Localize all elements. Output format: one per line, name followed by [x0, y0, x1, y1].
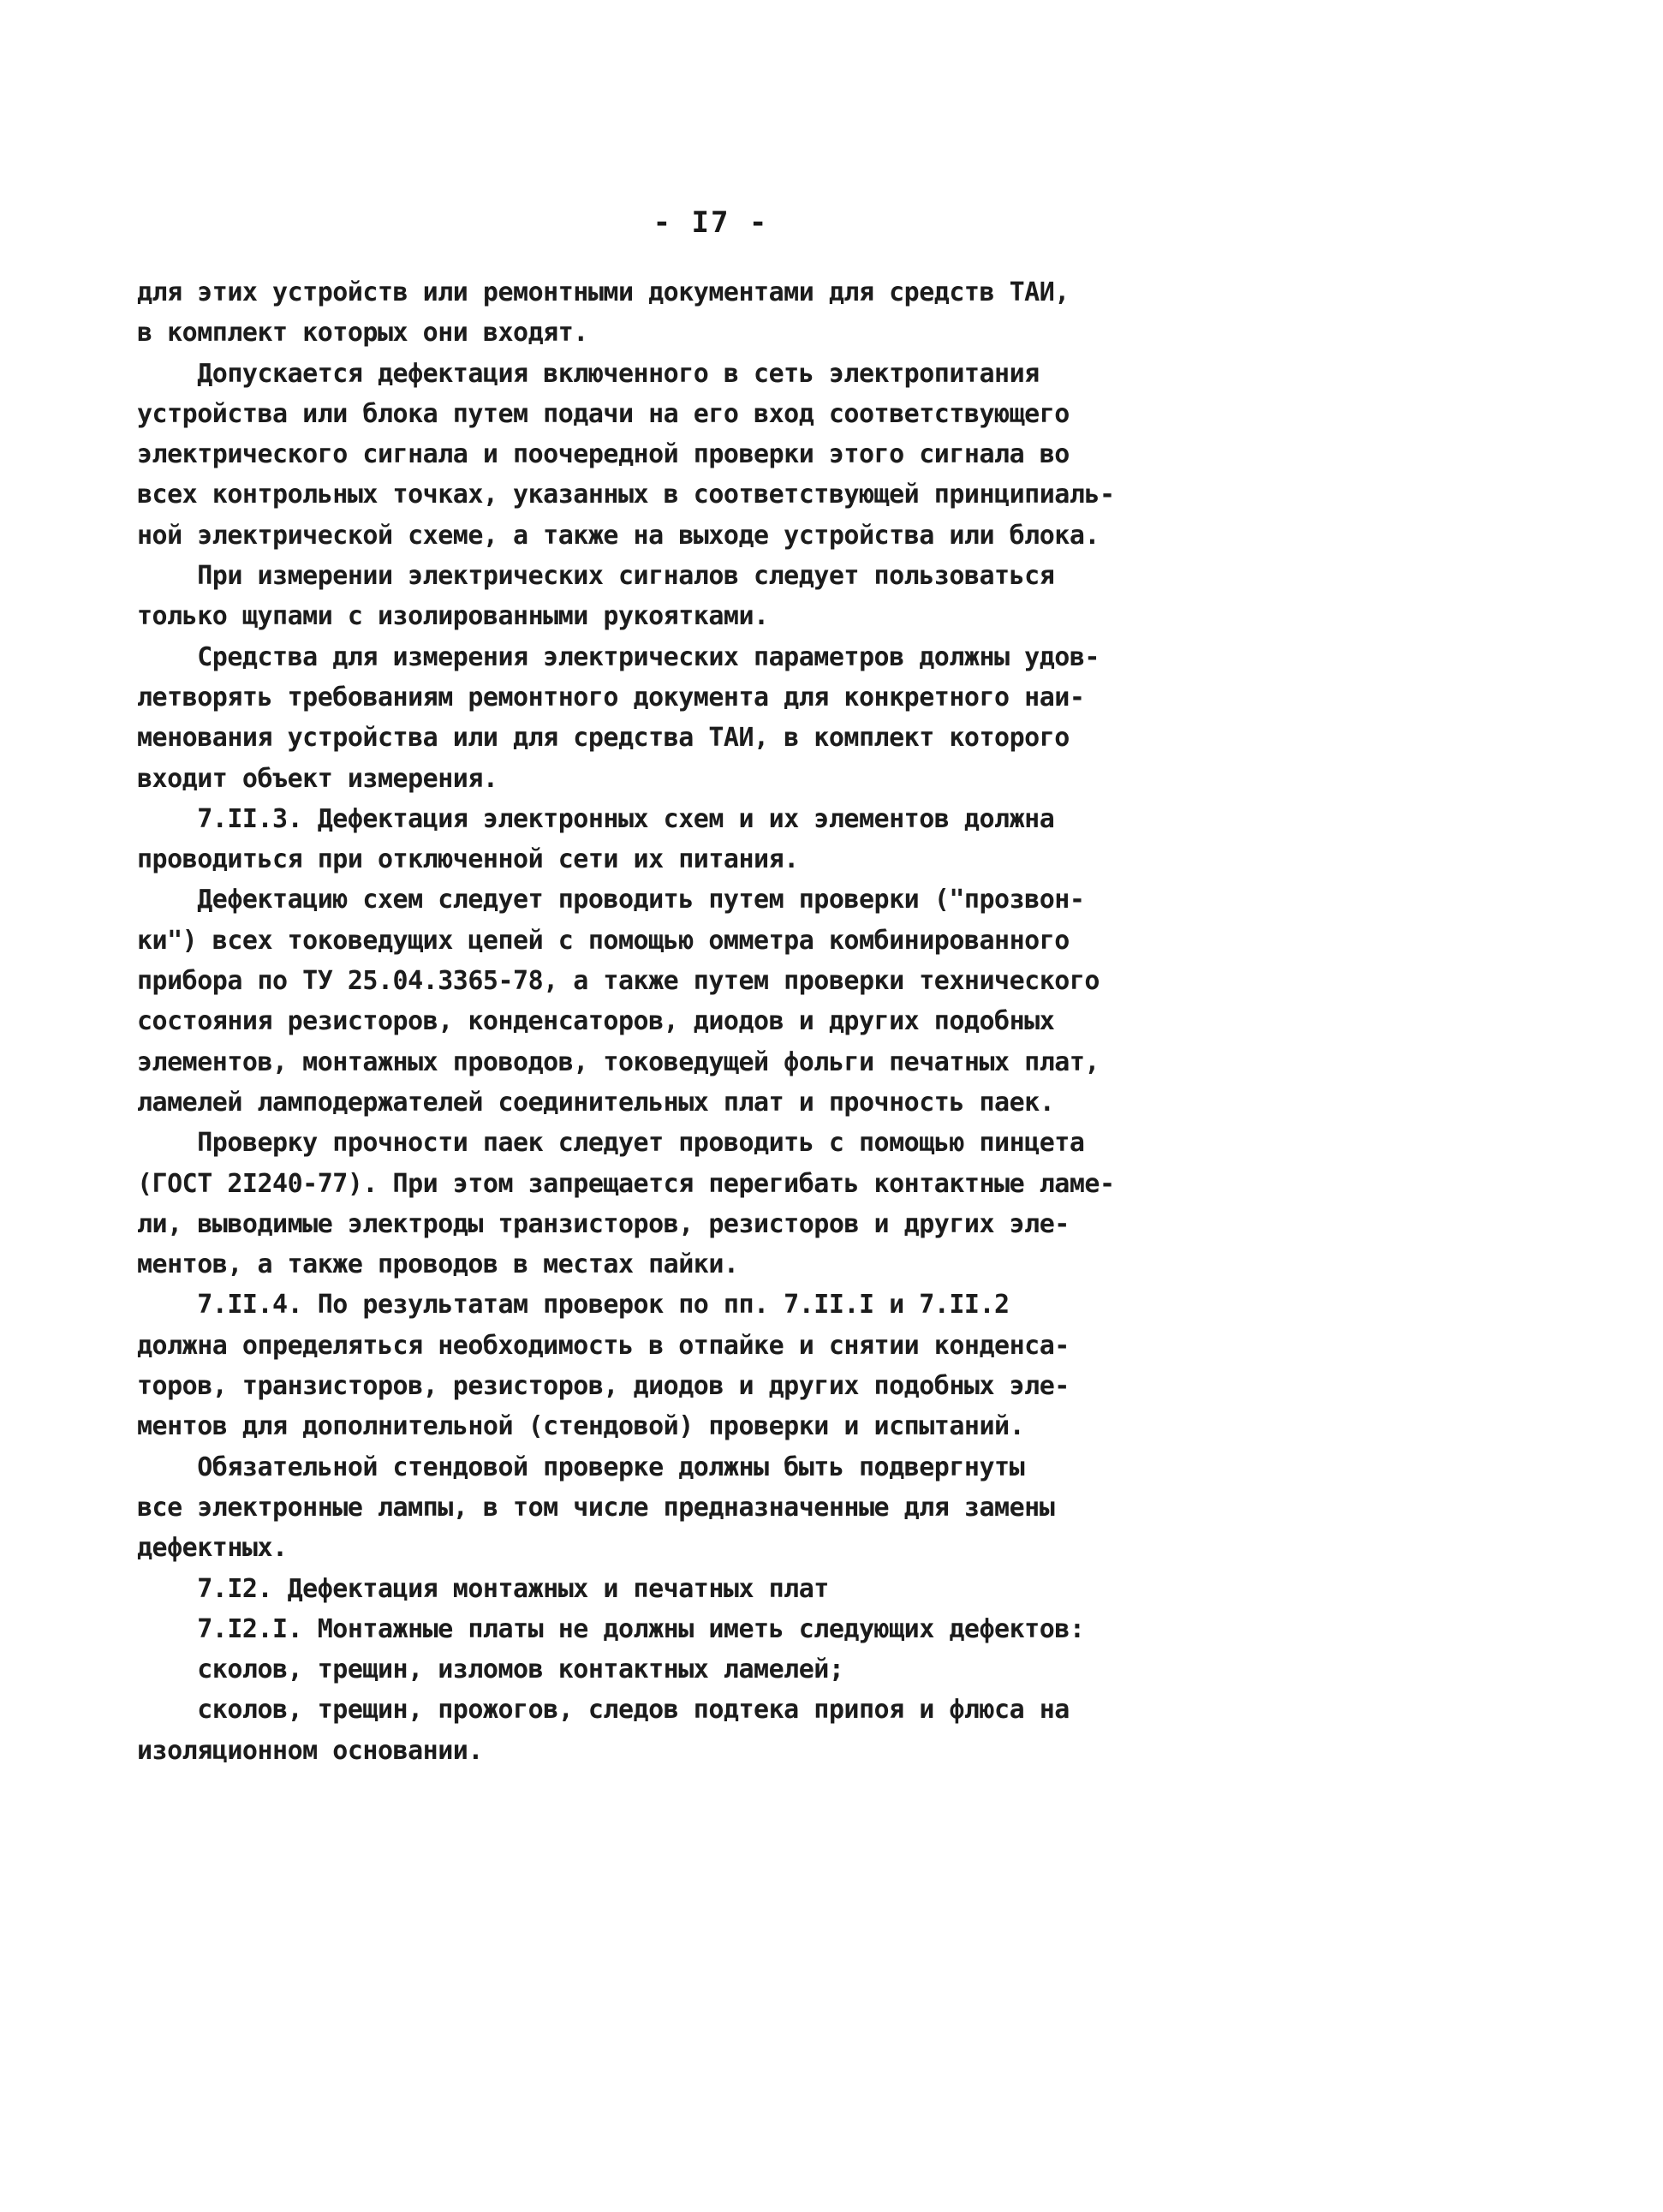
text-line: 7.I2. Дефектация монтажных и печатных плат	[137, 1573, 829, 1604]
text-line: всех контрольных точках, указанных в соответствующей принципиаль-	[137, 480, 1115, 510]
text-line: Дефектацию схем следует проводить путем проверки ("прозвон-	[137, 885, 1085, 915]
text-line: (ГОСТ 2I240-77). При этом запрещается перегибать контактные ламе-	[137, 1168, 1115, 1199]
text-line: Допускается дефектация включенного в сеть электропитания	[137, 358, 1040, 389]
text-line: менования устройства или для средства ТАИ, в комплект которого	[137, 723, 1070, 754]
text-line: При измерении электрических сигналов следует пользоваться	[137, 561, 1055, 592]
text-line: все электронные лампы, в том числе предназначенные для замены	[137, 1492, 1055, 1523]
text-line: Обязательной стендовой проверке должны быть подвергнуты	[137, 1452, 1025, 1482]
text-line: только щупами с изолированными рукоятками.	[137, 601, 769, 632]
page-number: - I7 -	[653, 206, 769, 240]
text-line: Средства для измерения электрических параметров должны удов-	[137, 641, 1100, 672]
text-line: торов, транзисторов, резисторов, диодов и других подобных эле-	[137, 1371, 1070, 1402]
text-line: ной электрической схеме, а также на выходе устройства или блока.	[137, 520, 1100, 551]
text-line: 7.II.4. По результатам проверок по пп. 7.II.I и 7.II.2	[137, 1290, 1010, 1321]
text-line: прибора по ТУ 25.04.3365-78, а также путем проверки технического	[137, 966, 1100, 997]
text-line: должна определяться необходимость в отпайке и снятии конденса-	[137, 1330, 1070, 1361]
text-line: устройства или блока путем подачи на его вход соответствующего	[137, 398, 1070, 429]
text-line: изоляционном основании.	[137, 1735, 483, 1766]
body-text	[137, 272, 1225, 1771]
text-line: 7.II.3. Дефектация электронных схем и их элементов должна	[137, 803, 1055, 834]
text-line: электрического сигнала и поочередной проверки этого сигнала во	[137, 439, 1070, 470]
text-line: входит объект измерения.	[137, 763, 498, 794]
text-line: Проверку прочности паек следует проводить с помощью пинцета	[137, 1128, 1085, 1159]
text-line: дефектных.	[137, 1533, 288, 1564]
text-line: ламелей ламподержателей соединительных плат и прочность паек.	[137, 1087, 1055, 1118]
text-line: состояния резисторов, конденсаторов, диодов и других подобных	[137, 1006, 1055, 1037]
text-line: для этих устройств или ремонтными документами для средств ТАИ,	[137, 277, 1070, 307]
text-line: ментов для дополнительной (стендовой) проверки и испытаний.	[137, 1411, 1025, 1442]
text-line: элементов, монтажных проводов, токоведущей фольги печатных плат,	[137, 1046, 1100, 1077]
text-line: летворять требованиям ремонтного документа для конкретного наи-	[137, 682, 1085, 712]
text-line: ли, выводимые электроды транзисторов, резисторов и других эле-	[137, 1208, 1070, 1239]
text-line: сколов, трещин, прожогов, следов подтека припоя и флюса на	[137, 1695, 1070, 1726]
text-line: 7.I2.I. Монтажные платы не должны иметь следующих дефектов:	[137, 1613, 1085, 1644]
text-line: ки") всех токоведущих цепей с помощью омметра комбинированного	[137, 925, 1070, 956]
text-line: проводиться при отключенной сети их питания.	[137, 844, 799, 875]
text-line: в комплект которых они входят.	[137, 318, 588, 349]
text-line: сколов, трещин, изломов контактных ламелей;	[137, 1655, 844, 1685]
text-line: ментов, а также проводов в местах пайки.	[137, 1249, 739, 1280]
